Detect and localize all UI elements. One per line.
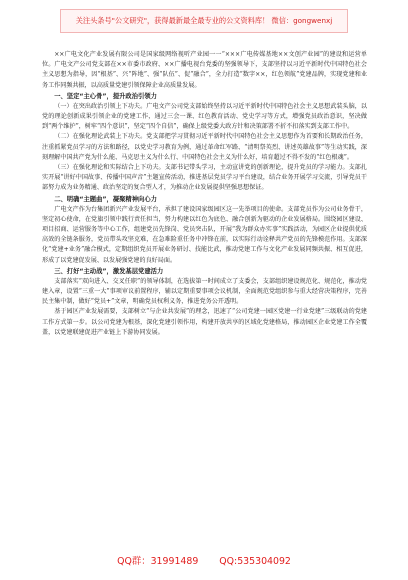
document-body	[42, 50, 367, 550]
contact-footer	[0, 552, 408, 572]
section-heading-3: 三、打好“主动战”，激发基层党建活力	[54, 267, 164, 275]
paragraph-3-2: 基于园区产业发展需要，支部树立“与企业共发展”的理念，迅速了“公司党建一园区党建一行业党建”三级联动的党建工作方式第一步。以公司党建为根基，深化党建引领作用，构建开放共享的区域化党建格局，推动园区企业党建工作全覆盖，以党建联建促进产业链上下游协同发展。	[42, 308, 367, 336]
qq-group: QQ群：31991489	[117, 556, 199, 567]
intro-paragraph: ××广电文化产业发展有限公司是国家级网络视听产业园一一“×××广电传媒基地××文创产业园”的建设和运营单位。广电文产公司党支部在××市委市政府、××广播电视台党委的坚强领导下，支部坚持以习近平新时代中国特色社会主义思想为指导，因“根基”、兴“阵地”、强“队伍”、促“融合”，全力打造“数字××，红色领航”党建品牌，实现党建和业务工作同频共振，以高质量党建引领保障企业高质量发展。	[42, 51, 367, 89]
paragraph-1-2: （二）在强化理论武装上下功夫。党支部把学习贯彻习近平新时代中国特色社会主义思想作为首要和长期政治任务，注重抓紧党员学习的方法和路径，以党史学习教育为例，通过革命红军路、“清明祭英烈、讲述英雄故事”等生动实践，深刻理解中国共产党为什么能、马克思主义为什么行、中国特色社会主义为什么好，培育超过不得不发的“红色根魂”。	[42, 133, 367, 161]
paragraph-3-1: 支部落实“双向进入、交叉任职”的领导体制，在选拔第一时间成立了支委会，支部组织建设规范化、规范化，推动党建入章，设置“三重一大”事项审议前置程序，辅以定期重要事项会议机制，全面规范党组织参与重大经营决策程序，完善民主集中制，做好“党员+”文章，明确党员权利义务，推进党务公开透明。	[42, 277, 367, 306]
promo-banner[interactable]: 关注头条号"公文研究"，获得最新最全最专业的公文资料库！ 微信：gongwenxj	[60, 9, 348, 33]
paragraph-1-1: （一）在突出政治引领上下功夫。广电文产公司党支部始终坚持以习近平新时代中国特色社会主义思想武装头脑，以党的理论创新成果引领企业的党建工作，通过三会一课、红色教育活动、党史学习等方式，增强党员政治意识，坚决做到“两个维护”，树牢“四个意识”，坚定“四个自信”，确保上级党委大政方针和决策部署不折不扣落实到支部工作中。	[42, 102, 367, 131]
qq-contact: QQ:535304092	[219, 556, 291, 567]
section-heading-1: 一、坚定“主心骨”，提升政治引领力	[54, 92, 157, 100]
section-heading-2: 二、明确“主题曲”，凝聚精神向心力	[54, 195, 157, 203]
paragraph-1-3: （三）在强化理论和实际结合上下功夫。支部书记带头学习，主动宣讲党的创新理论，提升党员的学习能力。支部扎实开展“讲好中国故事、传播中国声音”主题宣传活动，推进基层党员学习平台建设，结合业务开展学习交流，引导党员干部努力成为业务精通、政治坚定的复合型人才，为推动企业发展提供坚强思想保证。	[42, 164, 367, 192]
paragraph-2-1: 广电文产作为台集团新兴产业发展平台，承担了建设国家级园区这一先举项目的使命。支部党员作为公司业务骨干，坚定初心使命，在党旗引领中践行责任担当，努力构建以红色为底色、融合创新为驱动的企业发展格局。围绕园区建设、项目招商、运营服务等中心工作，组建党员先锋岗、党员突击队，开展“我为群众办实事”实践活动，为园区企业提供优质高效的全链条服务，党员带头攻坚克难，在急难险重任务中冲锋在前，以实际行动诠释共产党员的先锋模范作用。支部深化“党建+业务”融合模式，定期组织党员开展业务研讨、技能比武，推动党建工作与文化产业发展同频共振、相互促进，形成了以党建促发展、以发展强党建的良好局面。	[42, 205, 367, 264]
